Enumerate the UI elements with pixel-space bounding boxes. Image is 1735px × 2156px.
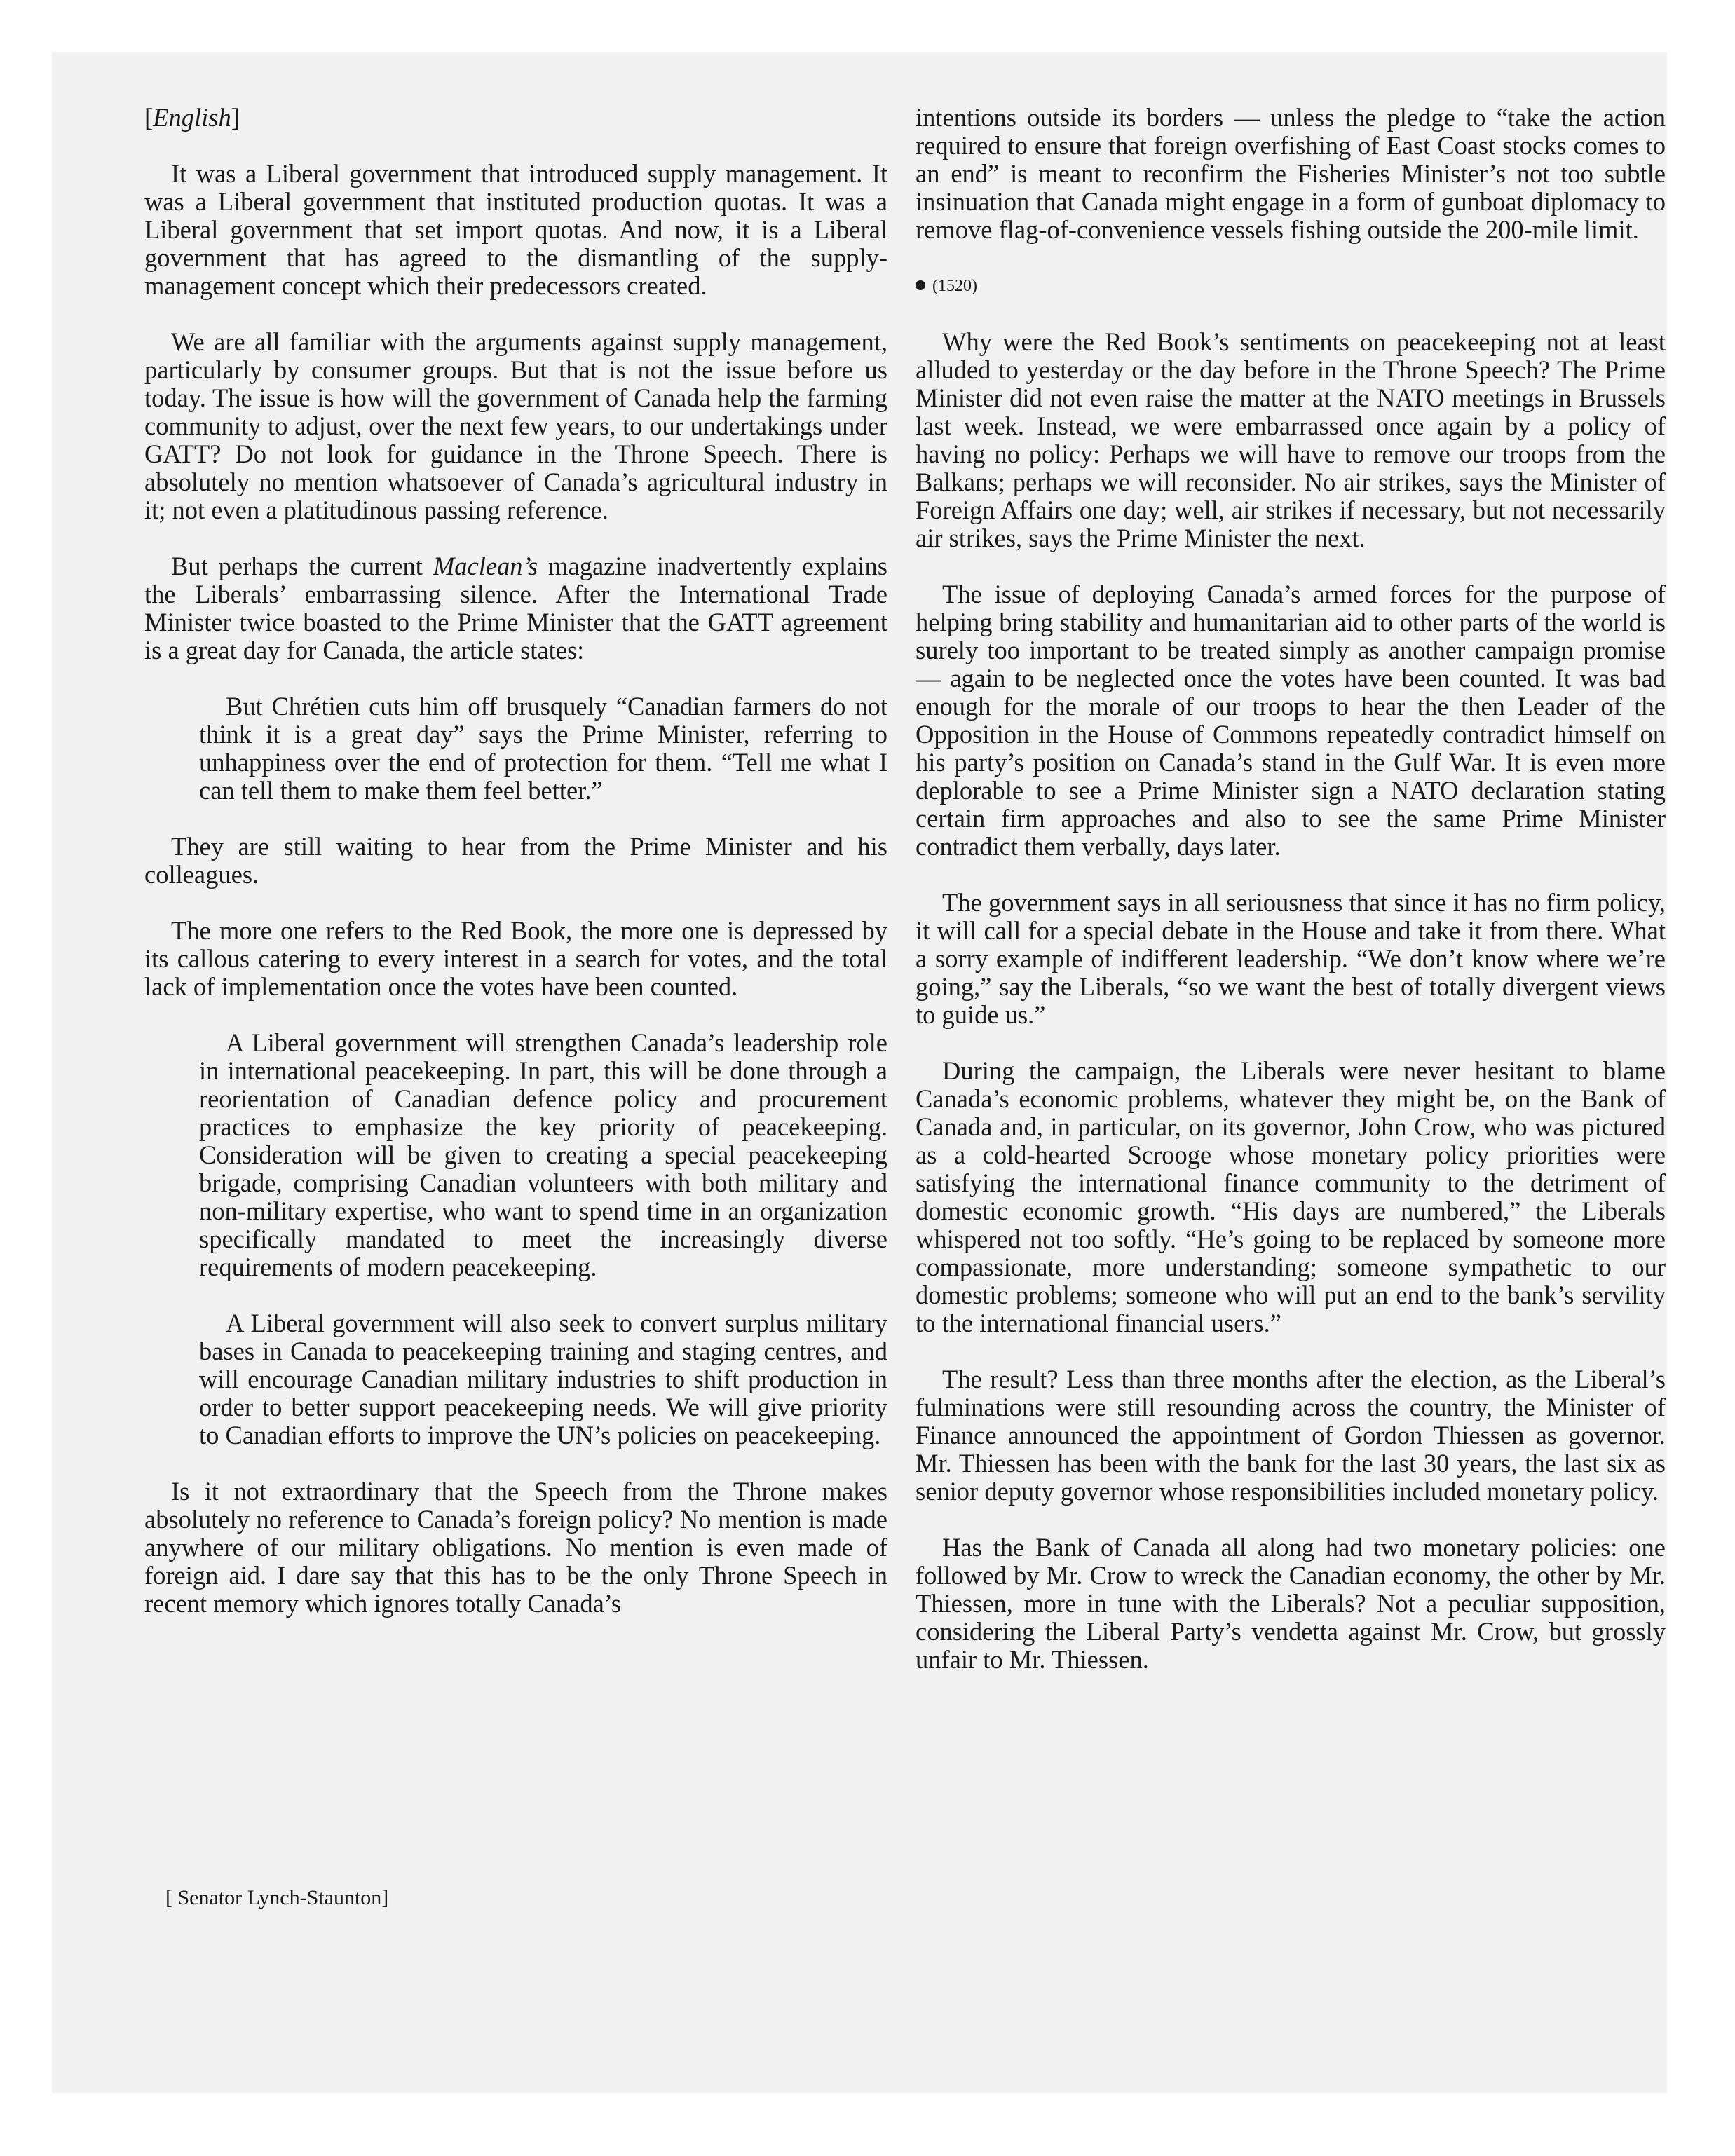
paragraph	[144, 552, 887, 664]
magazine-title: Maclean’s	[433, 552, 538, 580]
time-marker	[916, 272, 1666, 300]
language-tag: [ English ]	[144, 104, 887, 132]
paragraph: intentions outside its borders — unless the pledge to “take the action required to ensure that foreign overfishing of East Coast stocks comes to an end” is meant to reconfirm the Fisheries Minister’s not too subtle insinuation that Canada might engage in a form of gunboat diplomacy to remove flag-of-convenience vessels fishing outside the 200-mile limit.	[916, 103, 1666, 244]
quotation	[199, 1029, 887, 1449]
time-marker-text: (1520)	[932, 277, 977, 295]
quote-paragraph: A Liberal government will strengthen Canada’s leadership role in international peacekeeping. In part, this will be done through a reorientation of Canadian defence policy and procurement practices to emphasize the key priority of peacekeeping. Consideration will be given to creating a special peacekeeping brigade, comprising Canadian volunteers with both military and non-military expertise, who want to spend time in an organization specifically mandated to meet the increasingly diverse requirements of modern peacekeeping.	[199, 1028, 887, 1281]
paragraph: During the campaign, the Liberals were never hesitant to blame Canada’s economic problems, whatever they might be, on the Bank of Canada and, in particular, on its governor, John Crow, who was pictured as a cold-hearted Scrooge whose monetary policy priorities were satisfying the international finance community to the detriment of domestic economic growth. “His days are numbered,” the Liberals whispered not too softly. “He’s going to be replaced by someone more compassionate, more understanding; someone sympathetic to our domestic problems; someone who will put an end to the bank’s servility to the international financial users.”	[916, 1056, 1666, 1337]
paragraph: Why were the Red Book’s sentiments on peacekeeping not at least alluded to yesterday or the day before in the Throne Speech? The Prime Minister did not even raise the matter at the NATO meetings in Brussels last week. Instead, we were embarrassed once again by a policy of having no policy: Perhaps we will have to remove our troops from the Balkans; perhaps we will reconsider. No air strikes, says the Minister of Foreign Affairs one day; well, air strikes if necessary, but not necessarily air strikes, says the Prime Minister the next.	[916, 327, 1666, 552]
paragraph: The more one refers to the Red Book, the more one is depressed by its callous catering to every interest in a search for votes, and the total lack of implementation once the votes have been counted.	[144, 916, 887, 1001]
paragraph: The government says in all seriousness that since it has no firm policy, it will call for a special debate in the House and take it from there. What a sorry example of indifferent leadership. “We don’t know where we’re going,” say the Liberals, “so we want the best of totally divergent views to guide us.”	[916, 888, 1666, 1029]
paragraph: The result? Less than three months after the election, as the Liberal’s fulminations were still resounding across the country, the Minister of Finance announced the appointment of Gordon Thiessen as governor. Mr. Thiessen has been with the bank for the last 30 years, the last six as senior deputy governor whose responsibilities included monetary policy.	[916, 1365, 1666, 1506]
right-column	[916, 104, 1666, 1702]
paragraph: Has the Bank of Canada all along had two monetary policies: one followed by Mr. Crow to wreck the Canadian economy, the other by Mr. Thiessen, more in tune with the Liberals? Not a peculiar supposition, considering the Liberal Party’s vendetta against Mr. Crow, but grossly unfair to Mr. Thiessen.	[916, 1533, 1666, 1674]
bullet-icon	[916, 280, 925, 290]
quote-paragraph: A Liberal government will also seek to convert surplus military bases in Canada to peacekeeping training and staging centres, and will encourage Canadian military industries to shift production in order to better support peacekeeping needs. We will give priority to Canadian efforts to improve the UN’s policies on peacekeeping.	[199, 1309, 887, 1449]
text-span: magazine inadvertently explains the Liberals’ embarrassing silence. After the International Trade Minister twice boasted to the Prime Minister that the GATT agreement is a great day for Canada, the article states:	[144, 552, 887, 664]
paragraph: It was a Liberal government that introduced supply management. It was a Liberal government that instituted production quotas. It was a Liberal government that set import quotas. And now, it is a Liberal government that has agreed to the dismantling of the supply-management concept which their predecessors created.	[144, 159, 887, 300]
paragraph: They are still waiting to hear from the Prime Minister and his colleagues.	[144, 832, 887, 889]
quote-paragraph: But Chrétien cuts him off brusquely “Canadian farmers do not think it is a great day” says the Prime Minister, referring to unhappiness over the end of protection for them. “Tell me what I can tell them to make them feel better.”	[199, 692, 887, 805]
paragraph: The issue of deploying Canada’s armed forces for the purpose of helping bring stability and humanitarian aid to other parts of the world is surely too important to be treated simply as another campaign promise — again to be neglected once the votes have been counted. It was bad enough for the morale of our troops to hear the then Leader of the Opposition in the House of Commons repeatedly contradict himself on his party’s position on Canada’s stand in the Gulf War. It is even more deplorable to see a Prime Minister sign a NATO declaration stating certain firm approaches and also to see the same Prime Minister contradict them verbally, days later.	[916, 580, 1666, 861]
left-column	[144, 104, 887, 1646]
speaker-footer: [ Senator Lynch-Staunton]	[165, 1886, 389, 1909]
text-span: But perhaps the current	[171, 552, 433, 580]
paragraph: We are all familiar with the arguments against supply management, particularly by consumer groups. But that is not the issue before us today. The issue is how will the government of Canada help the farming community to adjust, over the next few years, to our undertakings under GATT? Do not look for guidance in the Throne Speech. There is absolutely no mention whatsoever of Canada’s agricultural industry in it; not even a platitudinous passing reference.	[144, 327, 887, 524]
paragraph: Is it not extraordinary that the Speech from the Throne makes absolutely no reference to Canada’s foreign policy? No mention is made anywhere of our military obligations. No mention is even made of foreign aid. I dare say that this has to be the only Throne Speech in recent memory which ignores totally Canada’s	[144, 1477, 887, 1618]
quotation	[199, 692, 887, 805]
